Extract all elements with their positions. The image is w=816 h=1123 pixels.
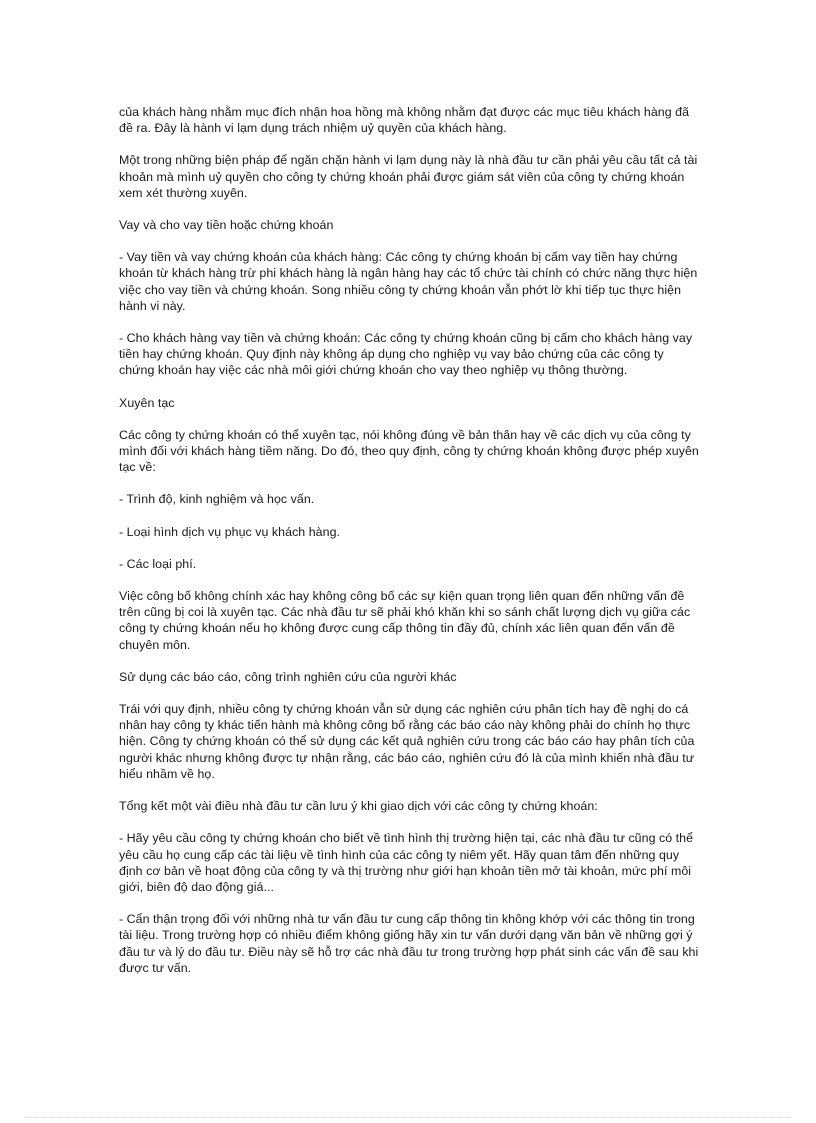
list-item: - Trình độ, kinh nghiệm và học vấn. xyxy=(119,492,315,507)
section-heading: Xuyên tạc xyxy=(119,395,175,410)
body-paragraph: Việc công bố không chính xác hay không công bố các sự kiện quan trọng liên quan đến những vấn đề trên cũng bị coi là xuyên tạc. Các nhà đầu tư sẽ phải khó khăn khi so sánh chất lượng dịch vụ giữa các công ty chứng khoán nếu họ không được cung cấp thông tin đầy đủ, chính xác liên quan đến vấn đề chuyên môn. xyxy=(119,589,691,652)
section-heading: Sử dụng các báo cáo, công trình nghiên cứu của người khác xyxy=(119,669,457,684)
body-paragraph: - Vay tiền và vay chứng khoán của khách hàng: Các công ty chứng khoán bị cấm vay tiền hay chứng khoán từ khách hàng trừ phi khách hàng là ngân hàng hay các tổ chức tài chính có chức năng thực hiện việc cho vay tiền và chứng khoán. Song nhiều công ty chứng khoán vẫn phớt lờ khi tiếp tục thực hiện hành vi này. xyxy=(119,250,698,313)
section-heading: Vay và cho vay tiền hoặc chứng khoán xyxy=(119,218,334,233)
list-item: - Loại hình dịch vụ phục vụ khách hàng. xyxy=(119,524,341,539)
body-paragraph: Các công ty chứng khoán có thể xuyên tạc, nói không đúng về bản thân hay về các dịch vụ của công ty mình đối với khách hàng tiềm năng. Do đó, theo quy định, công ty chứng khoán không được phép xuyên tạc về: xyxy=(119,427,699,475)
list-item: - Cẩn thận trọng đối với những nhà tư vấn đầu tư cung cấp thông tin không khớp với các thông tin trong tài liệu. Trong trường hợp có nhiều điểm không giống hãy xin tư vấn dưới dạng văn bản về những gợi ý đầu tư và lý do đầu tư. Điều này sẽ hỗ trợ các nhà đầu tư trong trường hợp phát sinh các vấn đề sau khi được tư vấn. xyxy=(119,912,699,975)
body-paragraph: Tổng kết một vài điều nhà đầu tư cần lưu ý khi giao dịch với các công ty chứng khoán: xyxy=(119,799,598,814)
page-bottom-divider xyxy=(24,1117,792,1118)
document-page xyxy=(119,104,699,992)
list-item: - Hãy yêu cầu công ty chứng khoán cho biết về tình hình thị trường hiện tại, các nhà đầu tư cũng có thể yêu cầu họ cung cấp các tài liệu về tình hình của các công ty niêm yết. Hãy quan tâm đến những quy định cơ bản về hoạt động của công ty và thị trường như giới hạn khoản tiền mở tài khoản, mức phí môi giới, biên độ dao động giá... xyxy=(119,831,694,894)
body-paragraph: Một trong những biện pháp để ngăn chặn hành vi lạm dụng này là nhà đầu tư cần phải yêu cầu tất cả tài khoản mà mình uỷ quyền cho công ty chứng khoán phải được giám sát viên của công ty chứng khoán xem xét thường xuyên. xyxy=(119,153,698,200)
body-paragraph: Trái với quy định, nhiều công ty chứng khoán vẫn sử dụng các nghiên cứu phân tích hay đề nghị do cá nhân hay công ty khác tiến hành mà không công bố rằng các báo cáo này không phải do chính họ thực hiện. Công ty chứng khoán có thể sử dụng các kết quả nghiên cứu trong các báo cáo hay phân tích của người khác nhưng không được tự nhận rằng, các báo cáo, nghiên cứu đó là của mình khiến nhà đầu tư hiểu nhầm về họ. xyxy=(119,702,695,781)
body-paragraph: của khách hàng nhằm mục đích nhận hoa hồng mà không nhằm đạt được các mục tiêu khách hàng đã đề ra. Đây là hành vi lạm dụng trách nhiệm uỷ quyền của khách hàng. xyxy=(119,105,690,136)
body-paragraph: - Cho khách hàng vay tiền và chứng khoán: Các công ty chứng khoán cũng bị cấm cho khách hàng vay tiền hay chứng khoán. Quy định này không áp dụng cho nghiệp vụ vay bảo chứng của các công ty chứng khoán hay việc các nhà môi giới chứng khoán cho vay theo nghiệp vụ thông thường. xyxy=(119,331,693,378)
list-item: - Các loại phí. xyxy=(119,556,197,571)
